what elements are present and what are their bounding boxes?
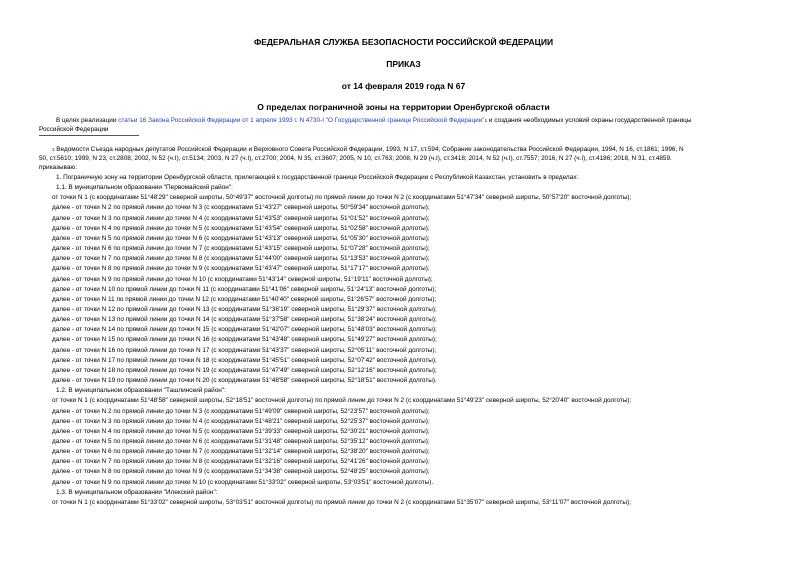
section-heading: 1. Пограничную зону на территории Оренбургской области, прилегающей к государственной границе Российской Федерации с Республикой Казахстан, установить в пределах: <box>56 174 579 181</box>
boundary-line: далее - от точки N 5 по прямой линии до точки N 6 (с координатами 51°43'13" северной широты, 51°05'30" восточной долготы); <box>52 234 430 242</box>
boundary-line: далее - от точки N 6 по прямой линии до точки N 7 (с координатами 51°32'14" северной широты, 52°38'20" восточной долготы); <box>52 448 430 456</box>
footnote-marker: 1 <box>52 147 55 152</box>
boundary-line: далее - от точки N 17 по прямой линии до точки N 18 (с координатами 51°45'51" северной широты, 52°07'42" восточной долготы); <box>52 356 437 364</box>
boundary-line: далее - от точки N 16 по прямой линии до точки N 17 (с координатами 51°43'37" северной широты, 52°05'11" восточной долготы); <box>52 346 437 354</box>
boundary-line: далее - от точки N 13 по прямой линии до точки N 14 (с координатами 51°37'58" северной широты, 51°38'24" восточной долготы); <box>52 316 437 324</box>
intro-suffix: и создания необходимых условий охраны государственной границы <box>487 117 692 124</box>
boundary-line: далее - от точки N 4 по прямой линии до точки N 5 (с координатами 51°39'33" северной широты, 52°30'21" восточной долготы); <box>52 427 430 435</box>
intro-paragraph <box>56 117 691 125</box>
boundary-line: далее - от точки N 3 по прямой линии до точки N 4 (с координатами 51°48'21" северной широты, 52°25'37" восточной долготы); <box>52 417 430 425</box>
boundary-line: далее - от точки N 9 по прямой линии до точки N 10 (с координатами 51°43'14" северной широты, 51°19'11" восточной долготы); <box>52 275 433 283</box>
boundary-line: от точки N 1 (с координатами 51°48'58" северной широты, 52°18'51" восточной долготы) по прямой линии до точки N 2 (с координатами 51°49'23" северной широты, 52°20'40" восточной долготы); <box>52 397 632 405</box>
orders-word: приказываю: <box>39 164 77 171</box>
footnote-divider <box>39 135 139 136</box>
boundary-line: далее - от точки N 18 по прямой линии до точки N 19 (с координатами 51°47'49" северной широты, 52°12'16" восточной долготы); <box>52 366 437 374</box>
section-heading: 1.1. В муниципальном образовании "Первомайский район": <box>56 184 233 192</box>
boundary-line: далее - от точки N 2 по прямой линии до точки N 3 (с координатами 51°43'27" северной широты, 50°59'34" восточной долготы); <box>52 204 430 212</box>
boundary-line: далее - от точки N 6 по прямой линии до точки N 7 (с координатами 51°43'15" северной широты, 51°07'28" восточной долготы); <box>52 245 430 253</box>
boundary-line: далее - от точки N 8 по прямой линии до точки N 9 (с координатами 51°43'47" северной широты, 51°17'17" восточной долготы); <box>52 265 430 273</box>
doc-type-heading: ПРИКАЗ <box>386 59 421 69</box>
footnote-line-2: 50, ст.5610; 1999, N 23, ст.2808; 2002, N 52 (ч.I), ст.5134; 2003, N 27 (ч.I), ст.2700; 2004, N 35, ст.3607; 2005, N 10, ст.763; 2008, N 29 (ч.I), ст.3418; 2014, N 52 (ч.I), ст.7557; 2016, N 27 (ч.I), ст.4186; 2018, N 31, ст.4859. <box>39 155 672 162</box>
intro-line-2: Российской Федерации <box>39 126 109 133</box>
boundary-line: далее - от точки N 7 по прямой линии до точки N 8 (с координатами 51°44'00" северной широты, 51°13'53" восточной долготы); <box>52 255 430 263</box>
law-article-link[interactable]: статьи 16 Закона Российской Федерации от 1 апреля 1993 г. N 4730-I "О Государственной границе Российской Федерации" <box>118 117 485 124</box>
section-heading: 1.2. В муниципальном образовании "Ташлинский район": <box>56 387 226 395</box>
boundary-line: далее - от точки N 15 по прямой линии до точки N 16 (с координатами 51°43'48" северной широты, 51°49'27" восточной долготы); <box>52 336 437 344</box>
boundary-line: от точки N 1 (с координатами 51°33'02" северной широты, 53°03'51" восточной долготы) по прямой линии до точки N 2 (с координатами 51°35'07" северной широты, 53°11'07" восточной долготы); <box>52 498 631 506</box>
boundary-line: далее - от точки N 12 по прямой линии до точки N 13 (с координатами 51°36'19" северной широты, 51°29'37" восточной долготы); <box>52 306 437 313</box>
footnote-line-1 <box>52 146 684 154</box>
document-title: О пределах пограничной зоны на территории Оренбургской области <box>257 102 550 112</box>
boundary-line: далее - от точки N 8 по прямой линии до точки N 9 (с координатами 51°34'38" северной широты, 52°48'25" восточной долготы); <box>52 468 430 476</box>
section-heading: 1.3. В муниципальном образовании "Илекский район": <box>56 488 218 496</box>
boundary-line: далее - от точки N 19 по прямой линии до точки N 20 (с координатами 51°48'58" северной широты, 52°18'51" восточной долготы). <box>52 377 437 384</box>
boundary-line: от точки N 1 (с координатами 51°48'29" северной широты, 50°49'37" восточной долготы) по прямой линии до точки N 2 (с координатами 51°47'34" северной широты, 50°57'20" восточной долготы); <box>52 194 632 202</box>
boundary-line: далее - от точки N 5 по прямой линии до точки N 6 (с координатами 51°31'48" северной широты, 52°35'12" восточной долготы); <box>52 437 430 445</box>
boundary-line: далее - от точки N 10 по прямой линии до точки N 11 (с координатами 51°41'06" северной широты, 51°24'13" восточной долготы); <box>52 285 437 293</box>
boundary-line: далее - от точки N 3 по прямой линии до точки N 4 (с координатами 51°43'53" северной широты, 51°01'52" восточной долготы); <box>52 214 430 222</box>
agency-heading: ФЕДЕРАЛЬНАЯ СЛУЖБА БЕЗОПАСНОСТИ РОССИЙСКОЙ ФЕДЕРАЦИИ <box>253 37 554 47</box>
boundary-line: далее - от точки N 14 по прямой линии до точки N 15 (с координатами 51°42'07" северной широты, 51°48'03" восточной долготы); <box>52 326 437 334</box>
boundary-line: далее - от точки N 4 по прямой линии до точки N 5 (с координатами 51°43'54" северной широты, 51°02'58" восточной долготы); <box>52 224 430 232</box>
boundary-line: далее - от точки N 7 по прямой линии до точки N 8 (с координатами 51°32'16" северной широты, 52°41'26" восточной долготы); <box>52 458 430 466</box>
boundary-line: далее - от точки N 9 по прямой линии до точки N 10 (с координатами 51°33'02" северной широты, 53°03'51" восточной долготы). <box>52 478 434 486</box>
footnote-text-1: Ведомости Съезда народных депутатов Российской Федерации и Верховного Совета Российской Федерации, 1993, N 17, ст.594; Собрание законодательства Российской Федерации, 1994, N 16, ст.1861; 1996, N <box>54 146 684 153</box>
intro-prefix: В целях реализации <box>56 117 119 124</box>
boundary-line: далее - от точки N 2 по прямой линии до точки N 3 (с координатами 51°49'09" северной широты, 52°23'57" восточной долготы); <box>52 407 430 415</box>
boundary-line: далее - от точки N 11 по прямой линии до точки N 12 (с координатами 51°40'40" северной широты, 51°26'57" восточной долготы); <box>52 295 437 303</box>
date-number-heading: от 14 февраля 2019 года N 67 <box>341 81 466 91</box>
footnote-ref[interactable]: 1 <box>484 118 488 123</box>
